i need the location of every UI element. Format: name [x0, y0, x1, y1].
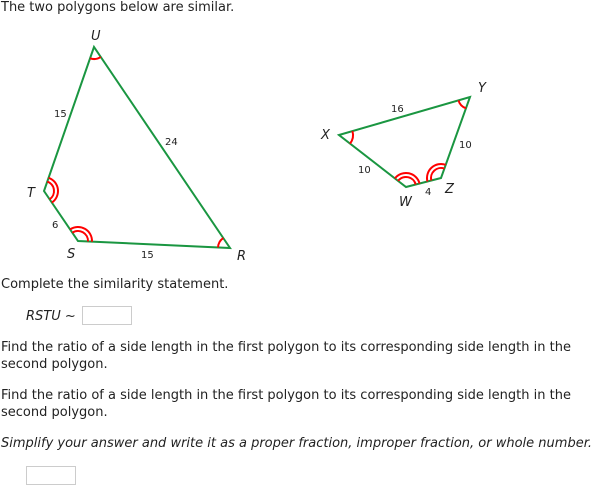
side-ut: 15 [54, 109, 67, 120]
question-ratio-repeat-line2: second polygon. [1, 405, 108, 420]
side-yz: 10 [459, 140, 472, 151]
side-wz: 4 [425, 187, 432, 198]
similarity-answer-input[interactable] [82, 306, 132, 325]
vertex-label-y: Y [478, 81, 486, 96]
intro-text: The two polygons below are similar. [1, 0, 235, 15]
vertex-label-u: U [91, 29, 101, 44]
vertex-label-r: R [237, 249, 247, 264]
hint-text: Simplify your answer and write it as a proper fraction, improper fraction, or whole number. [1, 436, 592, 451]
angle-mark-x [350, 131, 353, 143]
vertex-label-x: X [321, 128, 330, 143]
side-ts: 6 [52, 220, 59, 231]
vertex-label-w: W [399, 195, 412, 210]
vertex-label-t: T [27, 186, 35, 201]
side-ur: 24 [165, 137, 178, 148]
side-xy: 16 [391, 104, 404, 115]
vertex-label-z: Z [445, 182, 454, 197]
question-ratio-line1: Find the ratio of a side length in the first polygon to its corresponding side length in the [1, 340, 571, 355]
vertex-label-s: S [67, 247, 76, 262]
question-ratio-line2: second polygon. [1, 357, 108, 372]
side-xw: 10 [358, 165, 371, 176]
angle-mark-y [458, 100, 465, 108]
angle-mark-u [90, 57, 101, 59]
angle-mark-r [218, 238, 223, 247]
question-ratio-repeat-line1: Find the ratio of a side length in the first polygon to its corresponding side length in the [1, 388, 571, 403]
similarity-lhs: RSTU ~ [26, 309, 76, 324]
question-similarity: Complete the similarity statement. [1, 277, 229, 292]
ratio-answer-input[interactable] [26, 466, 76, 485]
side-sr: 15 [141, 250, 154, 261]
polygon-rstu [44, 47, 230, 248]
